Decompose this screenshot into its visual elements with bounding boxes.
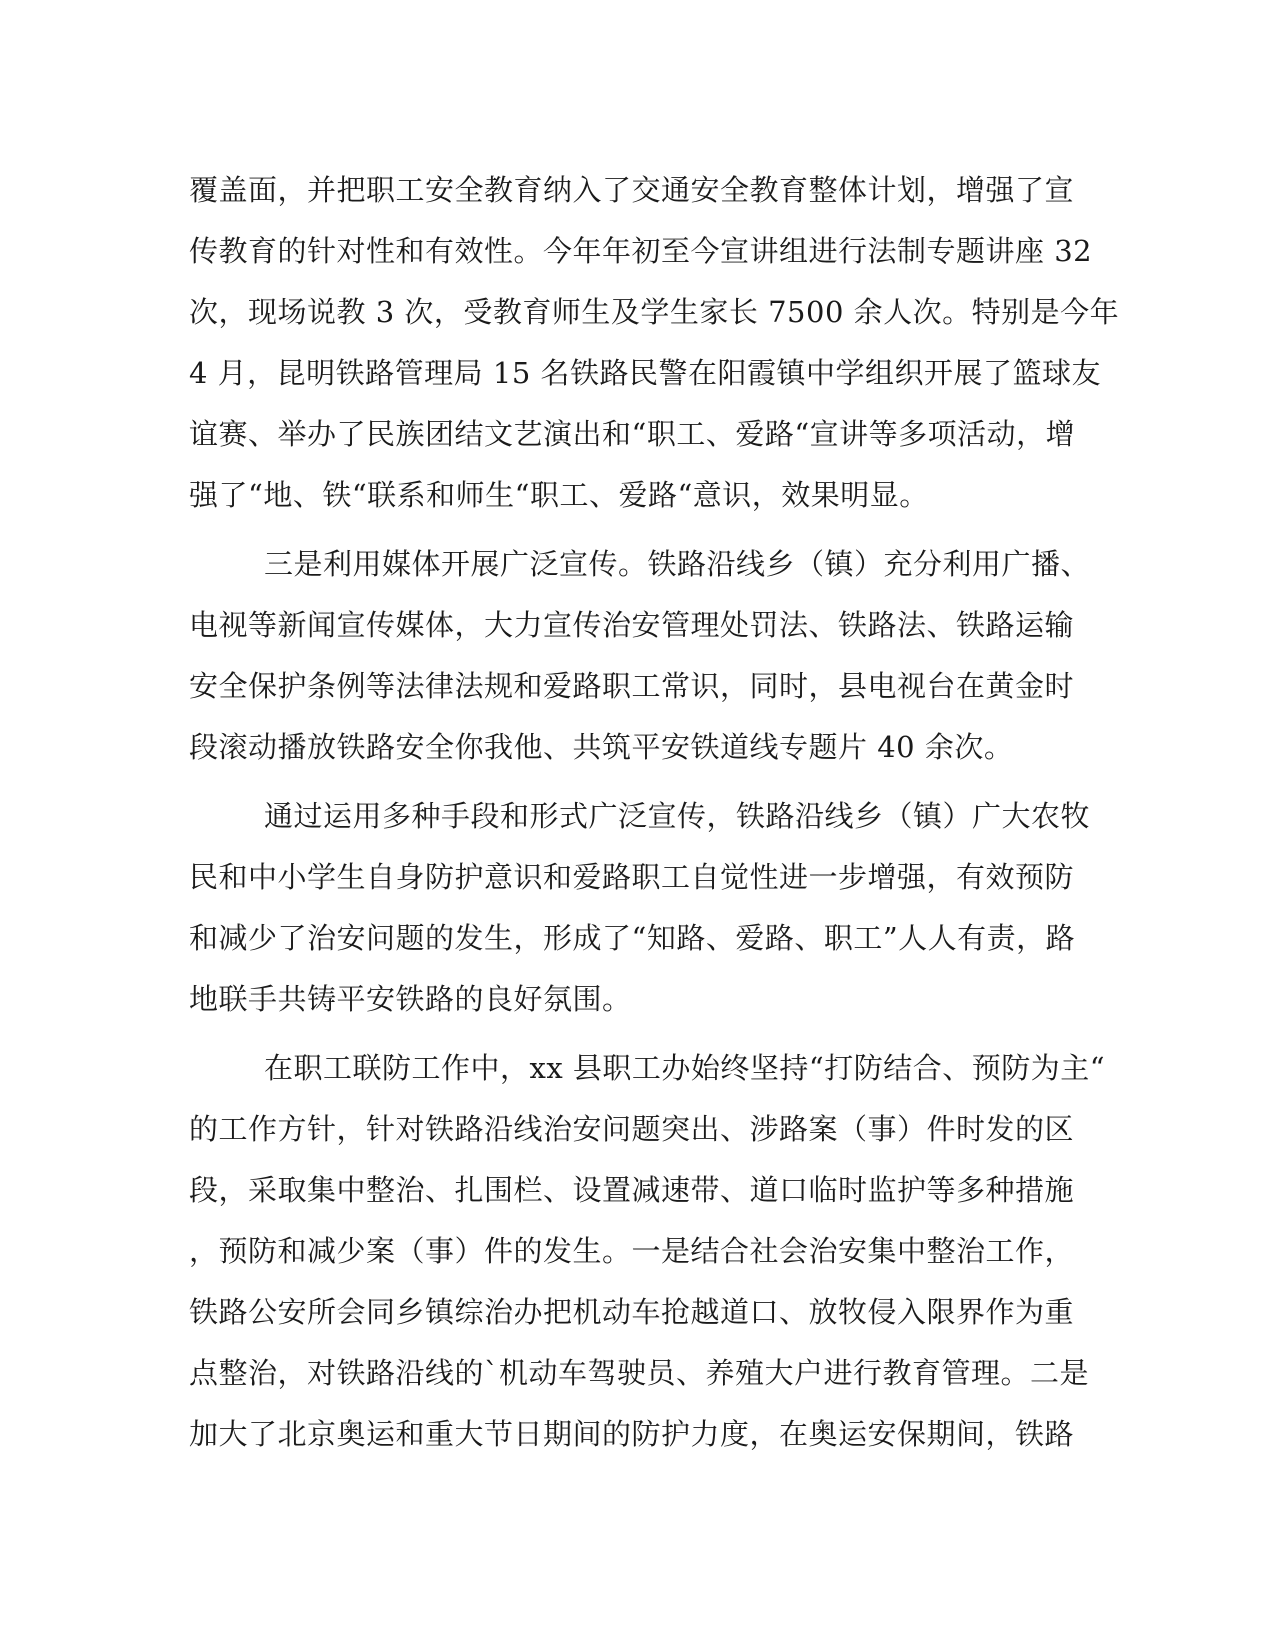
text-line: 加大了北京奥运和重大节日期间的防护力度，在奥运安保期间，铁路 [189,1417,1075,1451]
paragraph-4 [189,1038,1106,1465]
text-line-first: 通过运用多种手段和形式广泛宣传，铁路沿线乡（镇）广大农牧 [264,799,1091,833]
text-line: 安全保护条例等法律法规和爱路职工常识，同时，县电视台在黄金时 [189,669,1075,703]
paragraph-gap [189,526,1089,534]
paragraph-2 [189,534,1089,778]
text-line: 次，现场说教 3 次，受教育师生及学生家长 7500 余人次。特别是今年 [189,295,1120,329]
text-line: 段，采取集中整治、扎围栏、设置减速带、道口临时监护等多种措施 [189,1173,1075,1207]
text-line: 民和中小学生自身防护意识和爱路职工自觉性进一步增强，有效预防 [189,860,1075,894]
text-line: 谊赛、举办了民族团结文艺演出和“职工、爱路“宣讲等多项活动，增 [189,417,1076,451]
paragraph-gap [189,1030,1089,1038]
text-line: 点整治，对铁路沿线的`机动车驾驶员、养殖大户进行教育管理。二是 [189,1356,1090,1390]
text-line: 铁路公安所会同乡镇综治办把机动车抢越道口、放牧侵入限界作为重 [189,1295,1075,1329]
paragraph-gap [189,778,1089,786]
body-text [189,160,1120,1465]
text-line-first: 在职工联防工作中，xx 县职工办始终坚持“打防结合、预防为主“ [264,1051,1106,1085]
text-line-first: 三是利用媒体开展广泛宣传。铁路沿线乡（镇）充分利用广播、 [264,547,1091,581]
text-line: 电视等新闻宣传媒体，大力宣传治安管理处罚法、铁路法、铁路运输 [189,608,1075,642]
text-line: 传教育的针对性和有效性。今年年初至今宣讲组进行法制专题讲座 32 [189,234,1093,268]
text-line: 段滚动播放铁路安全你我他、共筑平安铁道线专题片 40 余次。 [189,730,1014,764]
text-line: 的工作方针，针对铁路沿线治安问题突出、涉路案（事）件时发的区 [189,1112,1075,1146]
text-line: 强了“地、铁“联系和师生“职工、爱路“意识，效果明显。 [189,478,929,512]
text-line: 地联手共铸平安铁路的良好氛围。 [189,982,632,1016]
text-line: 4 月，昆明铁路管理局 15 名铁路民警在阳霞镇中学组织开展了篮球友 [189,356,1102,390]
paragraph-1 [189,160,1120,526]
paragraph-3 [189,786,1089,1030]
text-line: 和减少了治安问题的发生，形成了“知路、爱路、职工”人人有责，路 [189,921,1076,955]
text-line: 覆盖面，并把职工安全教育纳入了交通安全教育整体计划，增强了宣 [189,173,1075,207]
text-line: ，预防和减少案（事）件的发生。一是结合社会治安集中整治工作， [189,1234,1075,1268]
